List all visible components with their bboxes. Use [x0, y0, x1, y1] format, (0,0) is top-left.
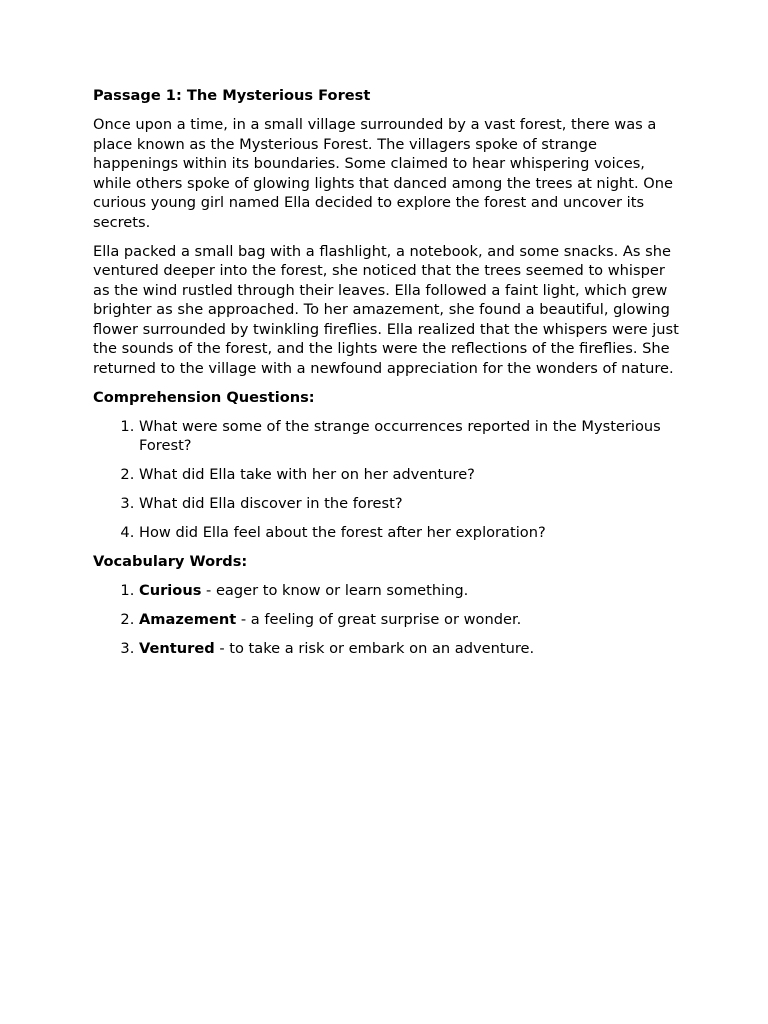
vocabulary-item: [139, 639, 683, 659]
comprehension-heading: Comprehension Questions:: [93, 388, 315, 406]
passage-title: Passage 1: The Mysterious Forest: [93, 87, 371, 104]
vocabulary-item: [139, 581, 683, 601]
question-item: 4. How did Ella feel about the forest after her exploration?: [139, 523, 683, 543]
question-item: 3. What did Ella discover in the forest?: [139, 494, 683, 514]
passage-paragraph: Once upon a time, in a small village surrounded by a vast forest, there was a place known as the Mysterious Forest. The villagers spoke of strange happenings within its boundaries. Some claimed to hear whispering voices, while others spoke of glowing lights that danced among the trees at night. One curious young girl named Ella decided to explore the forest and uncover its secrets.: [93, 116, 673, 231]
vocabulary-definition: - eager to know or learn something.: [201, 582, 469, 599]
document-page: [93, 86, 683, 668]
vocabulary-definition: - a feeling of great surprise or wonder.: [236, 611, 522, 628]
vocabulary-heading: Vocabulary Words:: [93, 553, 248, 570]
comprehension-questions-list: [93, 417, 683, 543]
question-item: 1. What were some of the strange occurrences reported in the Mysterious Forest?: [139, 417, 683, 456]
vocabulary-list: [93, 581, 683, 659]
vocabulary-item: [139, 610, 683, 630]
vocabulary-term: Amazement: [139, 611, 237, 628]
vocabulary-term: Ventured: [139, 640, 215, 657]
question-item: 2. What did Ella take with her on her adventure?: [139, 465, 683, 485]
passage-paragraph: Ella packed a small bag with a flashlight, a notebook, and some snacks. As she ventured deeper into the forest, she noticed that the trees seemed to whisper as the wind rustled through their leaves. Ella followed a faint light, which grew brighter as she approached. To her amazement, she found a beautiful, glowing flower surrounded by twinkling fireflies. Ella realized that the whispers were just the sounds of the forest, and the lights were the reflections of the fireflies. She returned to the village with a newfound appreciation for the wonders of nature.: [93, 242, 679, 377]
vocabulary-definition: - to take a risk or embark on an adventure.: [214, 640, 535, 657]
vocabulary-term: Curious: [139, 582, 202, 599]
